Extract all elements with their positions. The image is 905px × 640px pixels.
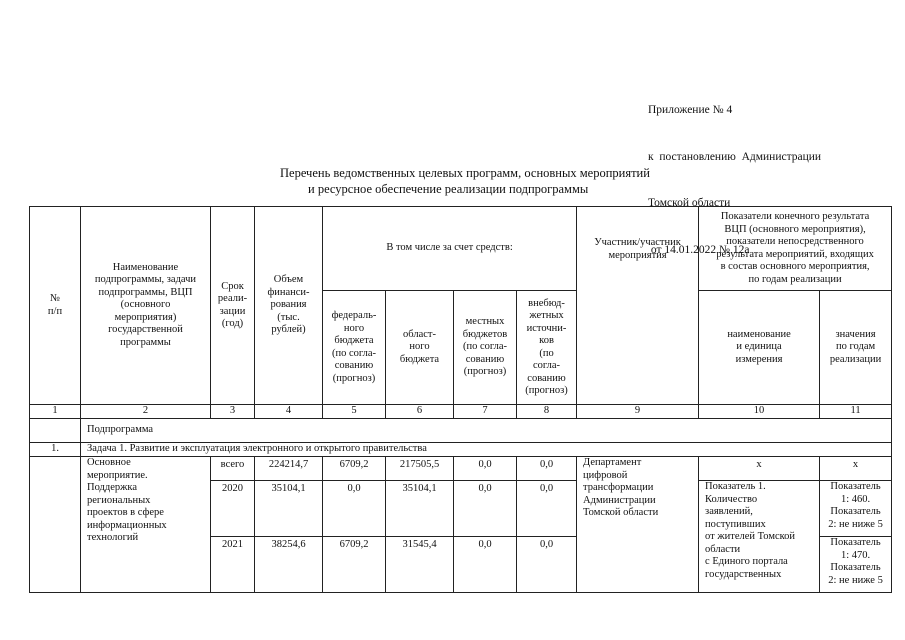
header-participant: Участник/участник мероприятия	[577, 207, 699, 405]
header-ind-name: наименование и единица измерения	[699, 291, 820, 405]
offbudget-2020: 0,0	[517, 481, 577, 537]
col-number: 2	[81, 405, 211, 419]
term-total: всего	[211, 457, 255, 481]
offbudget-2021: 0,0	[517, 537, 577, 593]
col-number: 10	[699, 405, 820, 419]
header-regional: област- ного бюджета	[386, 291, 454, 405]
title-line-1: Перечень ведомственных целевых программ, основных мероприятий	[280, 166, 650, 180]
regional-total: 217505,5	[386, 457, 454, 481]
task-label: Задача 1. Развитие и эксплуатация электронного и открытого правительства	[81, 443, 892, 457]
header-sources: В том числе за счет средств:	[323, 207, 577, 291]
header-federal: федераль- ного бюджета (по согла- сованию (прогноз)	[323, 291, 386, 405]
term-2020: 2020	[211, 481, 255, 537]
local-2020: 0,0	[454, 481, 517, 537]
col-number: 5	[323, 405, 386, 419]
offbudget-total: 0,0	[517, 457, 577, 481]
col-number: 8	[517, 405, 577, 419]
federal-2021: 6709,2	[323, 537, 386, 593]
annex-line-4: от 14.01.2022 № 12а	[648, 243, 750, 256]
col-number: 4	[255, 405, 323, 419]
subprogram-row	[30, 419, 892, 443]
document-title	[0, 165, 905, 197]
term-2021: 2021	[211, 537, 255, 593]
annex-line-1: Приложение № 4	[648, 104, 733, 116]
header-indicators: Показатели конечного результата ВЦП (основного мероприятия), показатели непосредственного результата мероприятий, входящих в состав основного мероприятия, по годам реализации	[699, 207, 892, 291]
local-2021: 0,0	[454, 537, 517, 593]
header-local: местных бюджетов (по согла- сованию (прогноз)	[454, 291, 517, 405]
header-offbudget: внебюд- жетных источни- ков (по согла- сованию (прогноз)	[517, 291, 577, 405]
col-number: 9	[577, 405, 699, 419]
annex-line-3: Томской области	[648, 197, 731, 209]
local-total: 0,0	[454, 457, 517, 481]
col-number: 6	[386, 405, 454, 419]
header-term: Срок реали- зации (год)	[211, 207, 255, 405]
measure-name: Основное мероприятие. Поддержка региональных проектов в сфере информационных технологий	[81, 457, 211, 593]
indicator-value-2020: Показатель 1: 460. Показатель 2: не ниже 5	[820, 481, 892, 537]
volume-total: 224214,7	[255, 457, 323, 481]
ind-name-total: х	[699, 457, 820, 481]
task-row	[30, 443, 892, 457]
annex-line-2: к постановлению Администрации	[648, 150, 822, 163]
col-number: 7	[454, 405, 517, 419]
col-number: 1	[30, 405, 81, 419]
ind-value-total: х	[820, 457, 892, 481]
header-ind-values: значения по годам реализации	[820, 291, 892, 405]
header-name: Наименование подпрограммы, задачи подпрограммы, ВЦП (основного мероприятия) государственной программы	[81, 207, 211, 405]
measure-row-total	[30, 457, 892, 481]
measure-participant: Департамент цифровой трансформации Администрации Томской области	[577, 457, 699, 593]
federal-2020: 0,0	[323, 481, 386, 537]
regional-2020: 35104,1	[386, 481, 454, 537]
header-num: № п/п	[30, 207, 81, 405]
indicator-name: Показатель 1. Количество заявлений, поступивших от жителей Томской области с Единого портала государственных	[699, 481, 820, 593]
subprogram-label: Подпрограмма	[81, 419, 892, 443]
header-volume: Объем финанси- рования (тыс. рублей)	[255, 207, 323, 405]
regional-2021: 31545,4	[386, 537, 454, 593]
col-number: 11	[820, 405, 892, 419]
title-line-2: и ресурсное обеспечение реализации подпрограммы	[308, 182, 589, 196]
programs-table	[29, 206, 892, 593]
volume-2021: 38254,6	[255, 537, 323, 593]
column-numbers-row	[30, 405, 892, 419]
col-number: 3	[211, 405, 255, 419]
task-num: 1.	[30, 443, 81, 457]
volume-2020: 35104,1	[255, 481, 323, 537]
federal-total: 6709,2	[323, 457, 386, 481]
indicator-value-2021: Показатель 1: 470. Показатель 2: не ниже 5	[820, 537, 892, 593]
